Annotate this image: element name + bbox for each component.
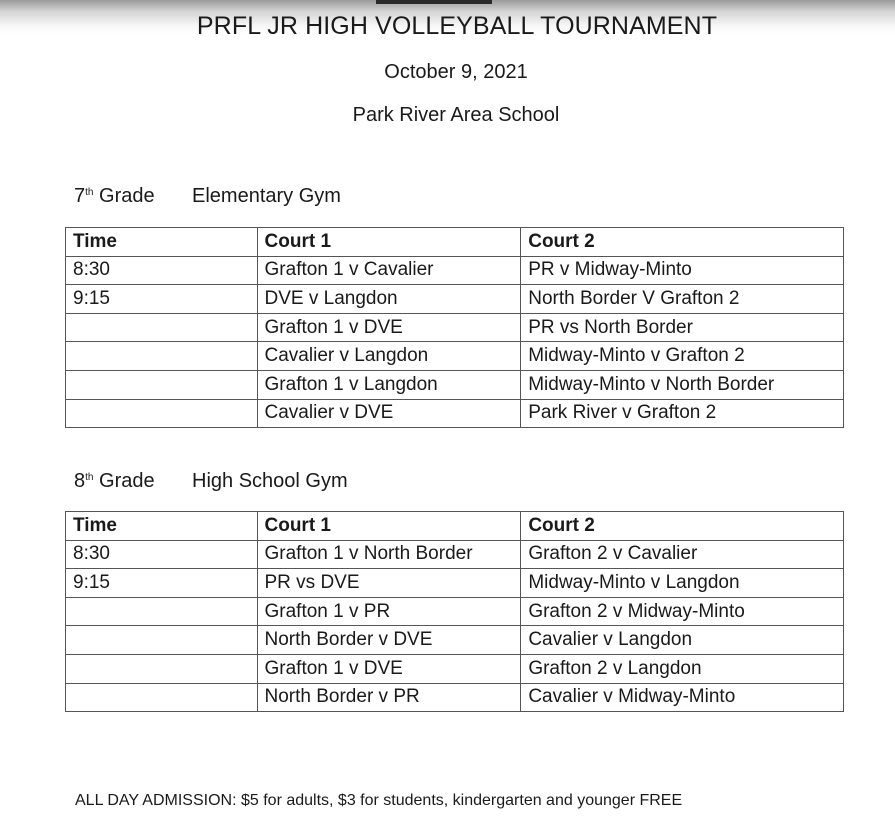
court-2-match: Grafton 2 v Midway-Minto <box>521 597 844 626</box>
schedule-table-8th-grade <box>65 511 844 712</box>
time-cell <box>66 654 258 683</box>
court-2-match: Midway-Minto v North Border <box>521 370 844 399</box>
table-row <box>66 626 844 655</box>
section-heading-8th-grade <box>74 470 348 493</box>
time-cell: 9:15 <box>66 285 258 314</box>
table-row <box>66 399 844 428</box>
table-header-row <box>66 228 844 257</box>
time-cell <box>66 313 258 342</box>
table-row <box>66 370 844 399</box>
court-1-match: Grafton 1 v North Border <box>257 540 521 569</box>
header-time: Time <box>66 228 258 257</box>
table-row <box>66 540 844 569</box>
time-cell: 9:15 <box>66 569 258 598</box>
court-2-match: Grafton 2 v Langdon <box>521 654 844 683</box>
court-1-match: DVE v Langdon <box>257 285 521 314</box>
header-time: Time <box>66 512 258 541</box>
time-cell <box>66 342 258 371</box>
table-row <box>66 256 844 285</box>
admission-note: ALL DAY ADMISSION: $5 for adults, $3 for students, kindergarten and younger FREE <box>75 792 683 809</box>
time-cell <box>66 626 258 655</box>
court-1-match: Cavalier v Langdon <box>257 342 521 371</box>
court-1-match: Cavalier v DVE <box>257 399 521 428</box>
court-1-match: PR vs DVE <box>257 569 521 598</box>
table-row <box>66 597 844 626</box>
page-title: PRFL JR HIGH VOLLEYBALL TOURNAMENT <box>196 12 718 40</box>
table-header-row <box>66 512 844 541</box>
court-2-match: Grafton 2 v Cavalier <box>521 540 844 569</box>
court-1-match: Grafton 1 v PR <box>257 597 521 626</box>
table-row <box>66 683 844 712</box>
court-1-match: Grafton 1 v DVE <box>257 654 521 683</box>
gym-label: Elementary Gym <box>192 185 341 207</box>
court-2-match: Cavalier v Langdon <box>521 626 844 655</box>
table-row <box>66 285 844 314</box>
event-date: October 9, 2021 <box>384 61 528 83</box>
time-cell <box>66 597 258 626</box>
section-heading-7th-grade <box>74 185 341 208</box>
event-venue: Park River Area School <box>352 104 560 126</box>
court-2-match: Cavalier v Midway-Minto <box>521 683 844 712</box>
court-1-match: North Border v DVE <box>257 626 521 655</box>
court-1-match: Grafton 1 v Cavalier <box>257 256 521 285</box>
table-row <box>66 342 844 371</box>
header-court-1: Court 1 <box>257 512 521 541</box>
court-2-match: Park River v Grafton 2 <box>521 399 844 428</box>
court-1-match: North Border v PR <box>257 683 521 712</box>
schedule-table-7th-grade <box>65 227 844 428</box>
court-2-match: Midway-Minto v Langdon <box>521 569 844 598</box>
grade-label: 8th Grade <box>74 470 155 492</box>
court-1-match: Grafton 1 v DVE <box>257 313 521 342</box>
court-2-match: North Border V Grafton 2 <box>521 285 844 314</box>
table-row <box>66 569 844 598</box>
header-court-1: Court 1 <box>257 228 521 257</box>
time-cell <box>66 399 258 428</box>
court-1-match: Grafton 1 v Langdon <box>257 370 521 399</box>
court-2-match: Midway-Minto v Grafton 2 <box>521 342 844 371</box>
time-cell: 8:30 <box>66 256 258 285</box>
table-row <box>66 654 844 683</box>
court-2-match: PR vs North Border <box>521 313 844 342</box>
gym-label: High School Gym <box>192 470 348 492</box>
grade-label: 7th Grade <box>74 185 155 207</box>
time-cell <box>66 370 258 399</box>
scan-top-tab <box>376 0 492 4</box>
time-cell: 8:30 <box>66 540 258 569</box>
table-row <box>66 313 844 342</box>
court-2-match: PR v Midway-Minto <box>521 256 844 285</box>
header-court-2: Court 2 <box>521 228 844 257</box>
time-cell <box>66 683 258 712</box>
header-court-2: Court 2 <box>521 512 844 541</box>
